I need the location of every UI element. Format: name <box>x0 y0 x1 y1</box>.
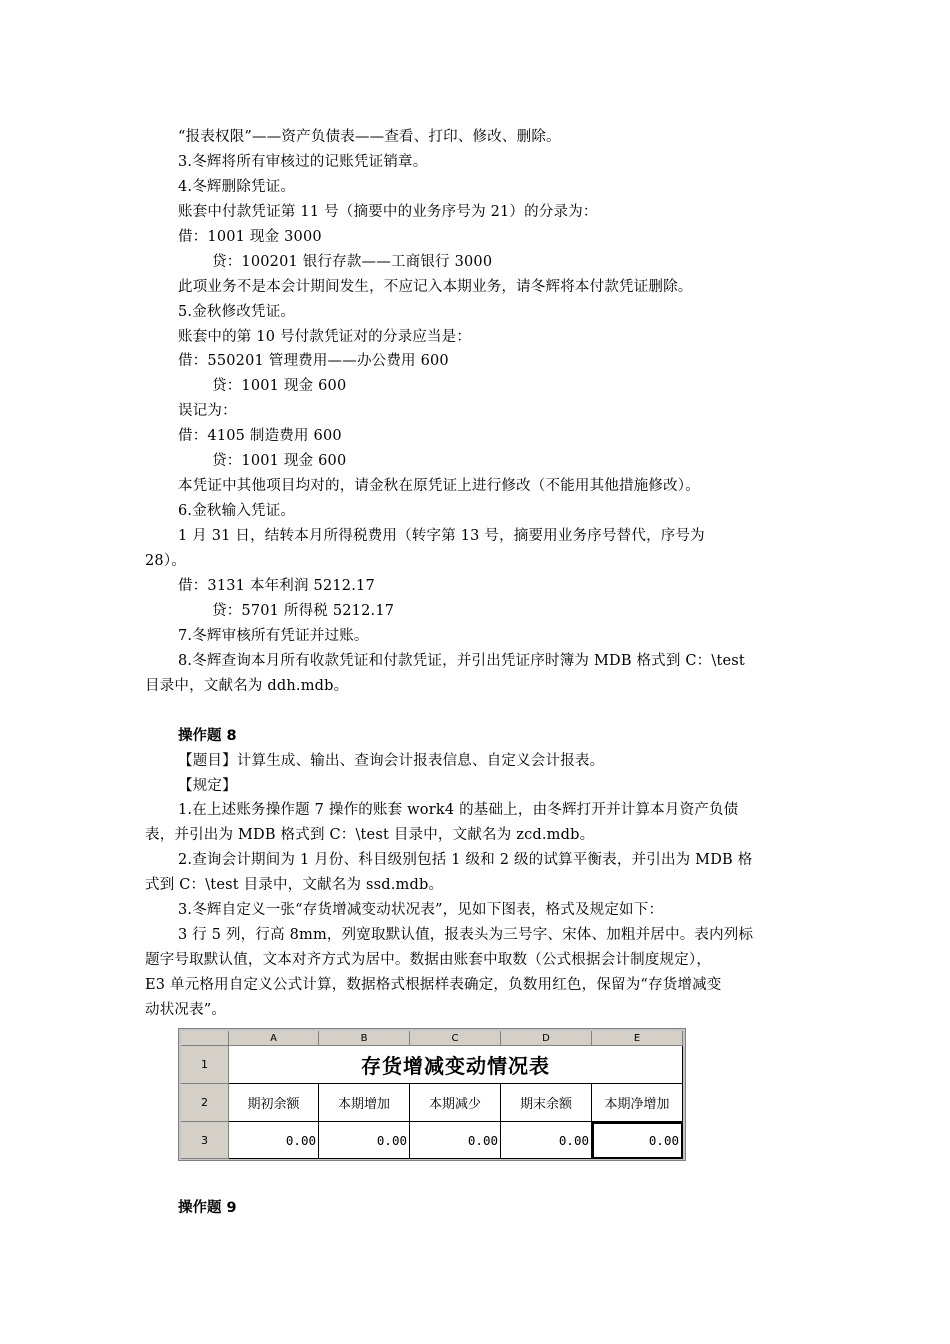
section-heading-9: 操作题 9 <box>178 1200 237 1216</box>
text-line: 动状况表”。 <box>145 1002 227 1018</box>
text-line: 1 月 31 日，结转本月所得税费用（转字第 13 号，摘要用业务序号替代，序号为 <box>178 528 705 544</box>
text-line: 借：4105 制造费用 600 <box>178 428 342 444</box>
text-line: 此项业务不是本会计期间发生，不应记入本期业务，请冬辉将本付款凭证删除。 <box>178 279 693 295</box>
value-cell-selected: 0.00 <box>592 1122 683 1159</box>
value-cell: 0.00 <box>229 1122 319 1159</box>
column-header-a: A <box>229 1031 319 1046</box>
text-line: 【题目】计算生成、输出、查询会计报表信息、自定义会计报表。 <box>178 753 605 769</box>
header-cell: 期初余额 <box>229 1084 319 1122</box>
text-line: 3.冬辉将所有审核过的记账凭证销章。 <box>178 154 428 170</box>
text-line: 28）。 <box>145 553 187 569</box>
section-heading-8: 操作题 8 <box>178 728 237 744</box>
text-line: 账套中的第 10 号付款凭证对的分录应当是： <box>178 329 472 345</box>
sheet-corner <box>181 1031 229 1046</box>
header-cell: 期末余额 <box>501 1084 592 1122</box>
header-cell: 本期增加 <box>319 1084 410 1122</box>
text-line: 贷：1001 现金 600 <box>212 453 347 469</box>
text-line: 【规定】 <box>178 778 237 794</box>
text-line: 账套中付款凭证第 11 号（摘要中的业务序号为 21）的分录为： <box>178 204 598 220</box>
text-line: 贷：100201 银行存款——工商银行 3000 <box>212 254 493 270</box>
text-line: E3 单元格用自定义公式计算，数据格式根据样表确定，负数用红色，保留为“存货增减变 <box>145 977 722 993</box>
text-line: 借：1001 现金 3000 <box>178 229 322 245</box>
text-line: 误记为： <box>178 403 237 419</box>
text-line: 本凭证中其他项目均对的，请金秋在原凭证上进行修改（不能用其他措施修改）。 <box>178 478 700 494</box>
text-line: “报表权限”——资产负债表——查看、打印、修改、删除。 <box>178 129 561 145</box>
text-line: 贷：1001 现金 600 <box>212 378 347 394</box>
text-line: 目录中，文献名为 ddh.mdb。 <box>145 678 349 694</box>
text-line: 题字号取默认值，文本对齐方式为居中。数据由账套中取数（公式根据会计制度规定）， <box>145 952 712 968</box>
text-line: 借：3131 本年利润 5212.17 <box>178 578 375 594</box>
value-cell: 0.00 <box>319 1122 410 1159</box>
text-line: 1.在上述账务操作题 7 操作的账套 work4 的基础上，由冬辉打开并计算本月资产负债 <box>178 802 739 818</box>
text-line: 借：550201 管理费用——办公费用 600 <box>178 353 449 369</box>
column-header-c: C <box>410 1031 501 1046</box>
text-line: 贷：5701 所得税 5212.17 <box>212 603 395 619</box>
text-line: 7.冬辉审核所有凭证并过账。 <box>178 628 369 644</box>
text-line: 8.冬辉查询本月所有收款凭证和付款凭证，并引出凭证序时簿为 MDB 格式到 C：\test <box>178 653 745 669</box>
row-header-3: 3 <box>181 1122 229 1159</box>
row-header-2: 2 <box>181 1084 229 1122</box>
header-cell: 本期净增加 <box>592 1084 683 1122</box>
spreadsheet-figure <box>178 1028 686 1161</box>
column-header-e: E <box>592 1031 683 1046</box>
value-cell: 0.00 <box>410 1122 501 1159</box>
text-line: 3.冬辉自定义一张“存货增减变动状况表”，见如下图表，格式及规定如下： <box>178 902 664 918</box>
text-line: 3 行 5 列，行高 8mm，列宽取默认值，报表头为三号字、宋体、加粗并居中。表内列标 <box>178 927 754 943</box>
text-line: 2.查询会计期间为 1 月份、科目级别包括 1 级和 2 级的试算平衡表，并引出为 MDB 格 <box>178 852 753 868</box>
text-line: 式到 C：\test 目录中，文献名为 ssd.mdb。 <box>145 877 444 893</box>
text-line: 5.金秋修改凭证。 <box>178 304 296 320</box>
sheet-title-cell: 存货增减变动情况表 <box>229 1046 683 1084</box>
text-line: 4.冬辉删除凭证。 <box>178 179 296 195</box>
row-header-1: 1 <box>181 1046 229 1084</box>
column-header-b: B <box>319 1031 410 1046</box>
text-line: 表，并引出为 MDB 格式到 C：\test 目录中，文献名为 zcd.mdb。 <box>145 827 595 843</box>
column-header-d: D <box>501 1031 592 1046</box>
header-cell: 本期减少 <box>410 1084 501 1122</box>
text-line: 6.金秋输入凭证。 <box>178 503 296 519</box>
value-cell: 0.00 <box>501 1122 592 1159</box>
